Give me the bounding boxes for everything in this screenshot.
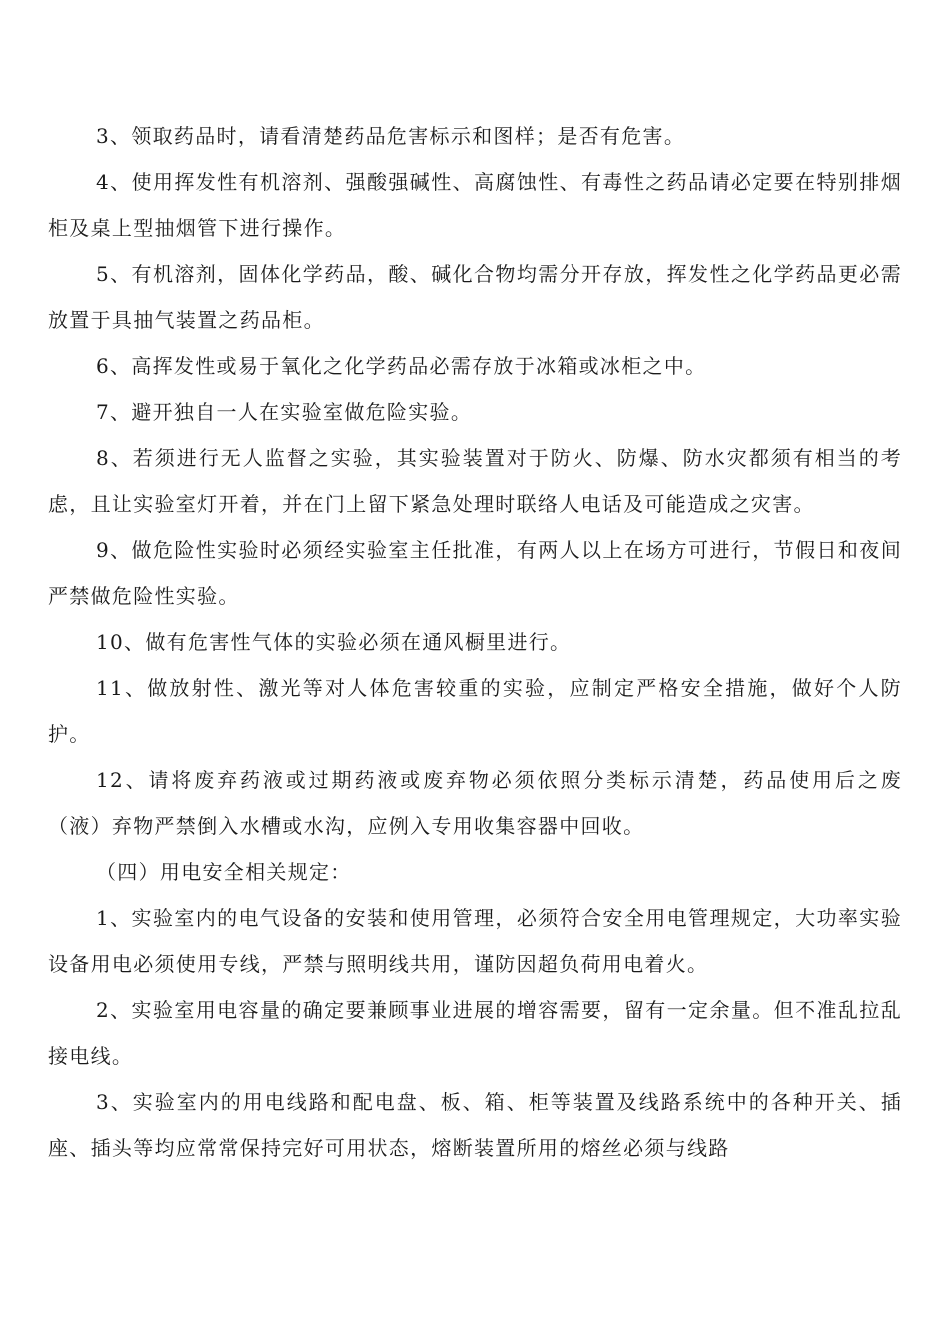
paragraph-item-4-volatile-solvents: 4、使用挥发性有机溶剂、强酸强碱性、高腐蚀性、有毒性之药品请必定要在特别排烟柜及桌上型抽烟管下进行操作。 — [48, 170, 902, 240]
paragraph-elec-1-installation: 1、实验室内的电气设备的安装和使用管理，必须符合安全用电管理规定，大功率实验设备用电必须使用专线，严禁与照明线共用，谨防因超负荷用电着火。 — [48, 906, 902, 976]
paragraph-item-10-fume-hood: 10、做有危害性气体的实验必须在通风橱里进行。 — [96, 630, 572, 654]
section-heading-electrical-safety: （四）用电安全相关规定： — [96, 860, 352, 884]
paragraph-elec-3-wiring: 3、实验室内的用电线路和配电盘、板、箱、柜等装置及线路系统中的各种开关、插座、插头等均应常常保持完好可用状态，熔断装置所用的熔丝必须与线路 — [48, 1090, 902, 1160]
paragraph-elec-2-capacity: 2、实验室用电容量的确定要兼顾事业进展的增容需要，留有一定余量。但不准乱拉乱接电线。 — [48, 998, 902, 1068]
paragraph-item-11-radiation-laser: 11、做放射性、激光等对人体危害较重的实验，应制定严格安全措施，做好个人防护。 — [48, 676, 902, 746]
paragraph-item-6-refrigeration: 6、高挥发性或易于氧化之化学药品必需存放于冰箱或冰柜之中。 — [96, 354, 707, 378]
paragraph-item-12-waste-disposal: 12、请将废弃药液或过期药液或废弃物必须依照分类标示清楚，药品使用后之废（液）弃物严禁倒入水槽或水沟，应例入专用收集容器中回收。 — [48, 768, 902, 838]
paragraph-item-9-approval: 9、做危险性实验时必须经实验室主任批准，有两人以上在场方可进行，节假日和夜间严禁做危险性实验。 — [48, 538, 902, 608]
paragraph-item-7-no-solo-work: 7、避开独自一人在实验室做危险实验。 — [96, 400, 473, 424]
paragraph-item-8-unattended-experiments: 8、若须进行无人监督之实验，其实验装置对于防火、防爆、防水灾都须有相当的考虑，且让实验室灯开着，并在门上留下紧急处理时联络人电话及可能造成之灾害。 — [48, 446, 902, 516]
document-page — [48, 113, 902, 1171]
paragraph-item-5-separate-storage: 5、有机溶剂，固体化学药品，酸、碱化合物均需分开存放，挥发性之化学药品更必需放置于具抽气装置之药品柜。 — [48, 262, 902, 332]
paragraph-item-3-drug-collection: 3、领取药品时，请看清楚药品危害标示和图样；是否有危害。 — [96, 124, 686, 148]
